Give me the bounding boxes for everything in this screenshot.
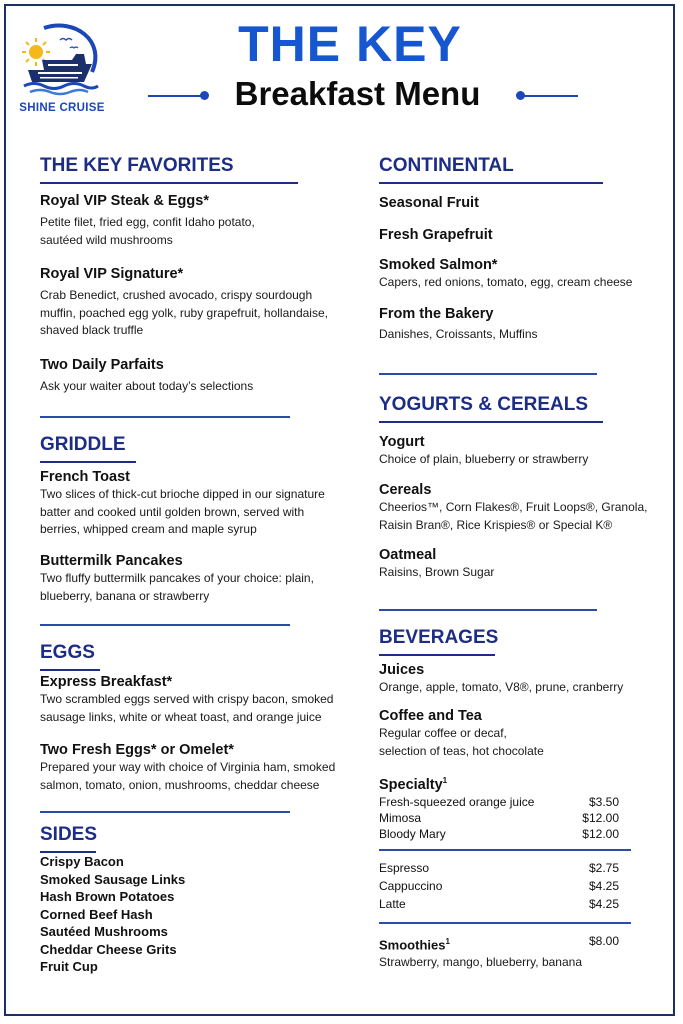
price-label: Mimosa — [379, 810, 422, 825]
item-desc: blueberry, banana or strawberry — [40, 588, 210, 603]
price-label: Latte — [379, 897, 406, 911]
price-value: $4.25 — [588, 879, 619, 893]
price-row — [379, 933, 619, 954]
item-desc: Regular coffee or decaf, — [379, 726, 507, 740]
section-heading: EGGS — [40, 642, 100, 671]
item-name: Oatmeal — [379, 547, 437, 563]
item-name: Juices — [379, 662, 425, 678]
item-desc: Choice of plain, blueberry or strawberry — [379, 452, 589, 466]
section-continental — [379, 155, 603, 184]
price-row — [379, 878, 619, 894]
price-row — [379, 860, 619, 876]
menu-item — [40, 673, 340, 726]
section-heading: THE KEY FAVORITES — [40, 155, 298, 184]
smoothies-name: Smoothies — [379, 937, 446, 953]
item-name: Two Fresh Eggs* or Omelet* — [40, 742, 234, 758]
footnote-mark: 1 — [442, 776, 448, 785]
section-sides — [40, 824, 96, 853]
menu-item — [379, 433, 669, 469]
right-deco-line — [524, 95, 578, 97]
menu-item — [379, 481, 669, 534]
item-name: Coffee and Tea — [379, 708, 482, 724]
price-row — [379, 826, 619, 842]
price-row — [379, 794, 619, 810]
item-name: Buttermilk Pancakes — [40, 553, 183, 569]
price-value: $8.00 — [588, 934, 619, 948]
item-name: Cereals — [379, 482, 432, 498]
menu-item — [379, 305, 669, 344]
list-item: Cheddar Cheese Grits — [40, 941, 177, 957]
price-label: Espresso — [379, 861, 430, 875]
menu-item — [40, 468, 340, 539]
item-desc: Danishes, Croissants, Muffins — [379, 327, 538, 341]
cruise-ship-icon — [14, 20, 110, 102]
price-label: Bloody Mary — [379, 826, 446, 841]
item-name: Express Breakfast* — [40, 674, 173, 690]
menu-item — [379, 256, 669, 292]
list-item: Corned Beef Hash — [40, 906, 153, 922]
item-name: Royal VIP Steak & Eggs* — [40, 193, 209, 209]
menu-item — [379, 194, 669, 212]
section-beverages — [379, 627, 499, 656]
divider — [379, 373, 597, 375]
menu-item — [40, 741, 340, 794]
shine-cruise-logo — [14, 20, 110, 120]
left-deco-dot — [200, 91, 209, 100]
item-desc: batter and cooked until golden brown, served with — [40, 504, 305, 519]
price-label: Cappuccino — [379, 879, 443, 893]
item-desc: muffin, poached egg yolk, ruby grapefruit, hollandaise, — [40, 305, 328, 320]
section-eggs — [40, 642, 100, 671]
footnote-mark: 1 — [445, 937, 450, 946]
divider — [40, 416, 290, 418]
section-heading: YOGURTS & CEREALS — [379, 394, 603, 423]
section-heading: CONTINENTAL — [379, 155, 603, 184]
item-desc: Strawberry, mango, blueberry, banana — [379, 955, 582, 970]
price-row — [379, 810, 619, 826]
item-name: French Toast — [40, 469, 130, 485]
price-value: $3.50 — [588, 794, 619, 809]
item-name — [379, 933, 450, 954]
list-item: Crispy Bacon — [40, 854, 124, 869]
section-griddle — [40, 434, 136, 463]
item-desc: Orange, apple, tomato, V8®, prune, cranberry — [379, 680, 624, 694]
specialty-name: Specialty — [379, 776, 443, 793]
subtitle-row — [140, 74, 580, 114]
list-item: Hash Brown Potatoes — [40, 889, 175, 904]
list-item: Sautéed Mushrooms — [40, 924, 168, 939]
item-name: From the Bakery — [379, 306, 494, 322]
item-name: Seasonal Fruit — [379, 195, 479, 211]
item-desc: Crab Benedict, crushed avocado, crispy sourdough — [40, 288, 313, 302]
item-desc: Raisins, Brown Sugar — [379, 565, 495, 579]
item-name: Yogurt — [379, 434, 425, 450]
logo-text: SHINE CRUISE — [19, 102, 105, 114]
menu-subtitle: Breakfast Menu — [234, 75, 481, 112]
item-desc: berries, whipped cream and maple syrup — [40, 522, 257, 536]
item-desc: sautéed wild mushrooms — [40, 232, 173, 247]
price-label: Fresh-squeezed orange juice — [379, 794, 535, 809]
section-favorites — [40, 155, 298, 184]
item-desc: shaved black truffle — [40, 323, 144, 337]
menu-item — [40, 192, 340, 249]
list-item: Fruit Cup — [40, 959, 98, 974]
item-desc: Cheerios™, Corn Flakes®, Fruit Loops®, Granola, — [379, 500, 648, 514]
divider — [379, 849, 631, 851]
item-desc: Two scrambled eggs served with crispy bacon, smoked — [40, 692, 334, 706]
left-deco-line — [148, 95, 202, 97]
section-heading: GRIDDLE — [40, 434, 136, 463]
divider — [40, 811, 290, 813]
item-name: Two Daily Parfaits — [40, 357, 164, 373]
price-value: $12.00 — [582, 826, 619, 841]
item-desc: Capers, red onions, tomato, egg, cream cheese — [379, 275, 633, 289]
menu-item — [40, 552, 340, 605]
section-heading: BEVERAGES — [379, 627, 495, 656]
smoothies-block — [379, 933, 669, 972]
item-name: Smoked Salmon* — [379, 257, 498, 273]
item-desc: Two fluffy buttermilk pancakes of your choice: plain, — [40, 571, 314, 585]
price-row — [379, 896, 619, 912]
item-desc: Raisin Bran®, Rice Krispies® or Special K® — [379, 517, 613, 532]
list-item: Smoked Sausage Links — [40, 871, 186, 887]
item-desc: salmon, tomato, onion, mushrooms, cheddar cheese — [40, 777, 320, 792]
item-desc: Two slices of thick-cut brioche dipped in our signature — [40, 487, 325, 501]
item-desc: Ask your waiter about today’s selections — [40, 379, 254, 393]
price-value: $2.75 — [588, 861, 619, 875]
price-value: $4.25 — [588, 897, 619, 911]
specialty-block — [379, 772, 669, 842]
item-desc: sausage links, white or wheat toast, and orange juice — [40, 709, 322, 724]
divider — [379, 609, 597, 611]
price-value: $12.00 — [582, 810, 619, 825]
menu-item — [379, 546, 669, 582]
divider — [379, 922, 631, 924]
espresso-block — [379, 860, 669, 912]
section-heading: SIDES — [40, 824, 96, 853]
menu-item — [379, 707, 669, 760]
menu-item — [40, 265, 340, 340]
divider — [40, 624, 290, 626]
menu-item — [40, 356, 340, 396]
menu-title: THE KEY — [238, 16, 462, 72]
item-name: Royal VIP Signature* — [40, 266, 184, 282]
menu-item — [379, 226, 669, 244]
item-desc: selection of teas, hot chocolate — [379, 743, 544, 758]
item-name: Fresh Grapefruit — [379, 227, 493, 243]
item-desc: Prepared your way with choice of Virginia ham, smoked — [40, 760, 336, 774]
item-desc: Petite filet, fried egg, confit Idaho potato, — [40, 215, 255, 229]
sides-list — [40, 853, 300, 976]
menu-item — [379, 661, 669, 697]
section-yogurts-cereals — [379, 394, 603, 423]
item-name — [379, 772, 669, 794]
